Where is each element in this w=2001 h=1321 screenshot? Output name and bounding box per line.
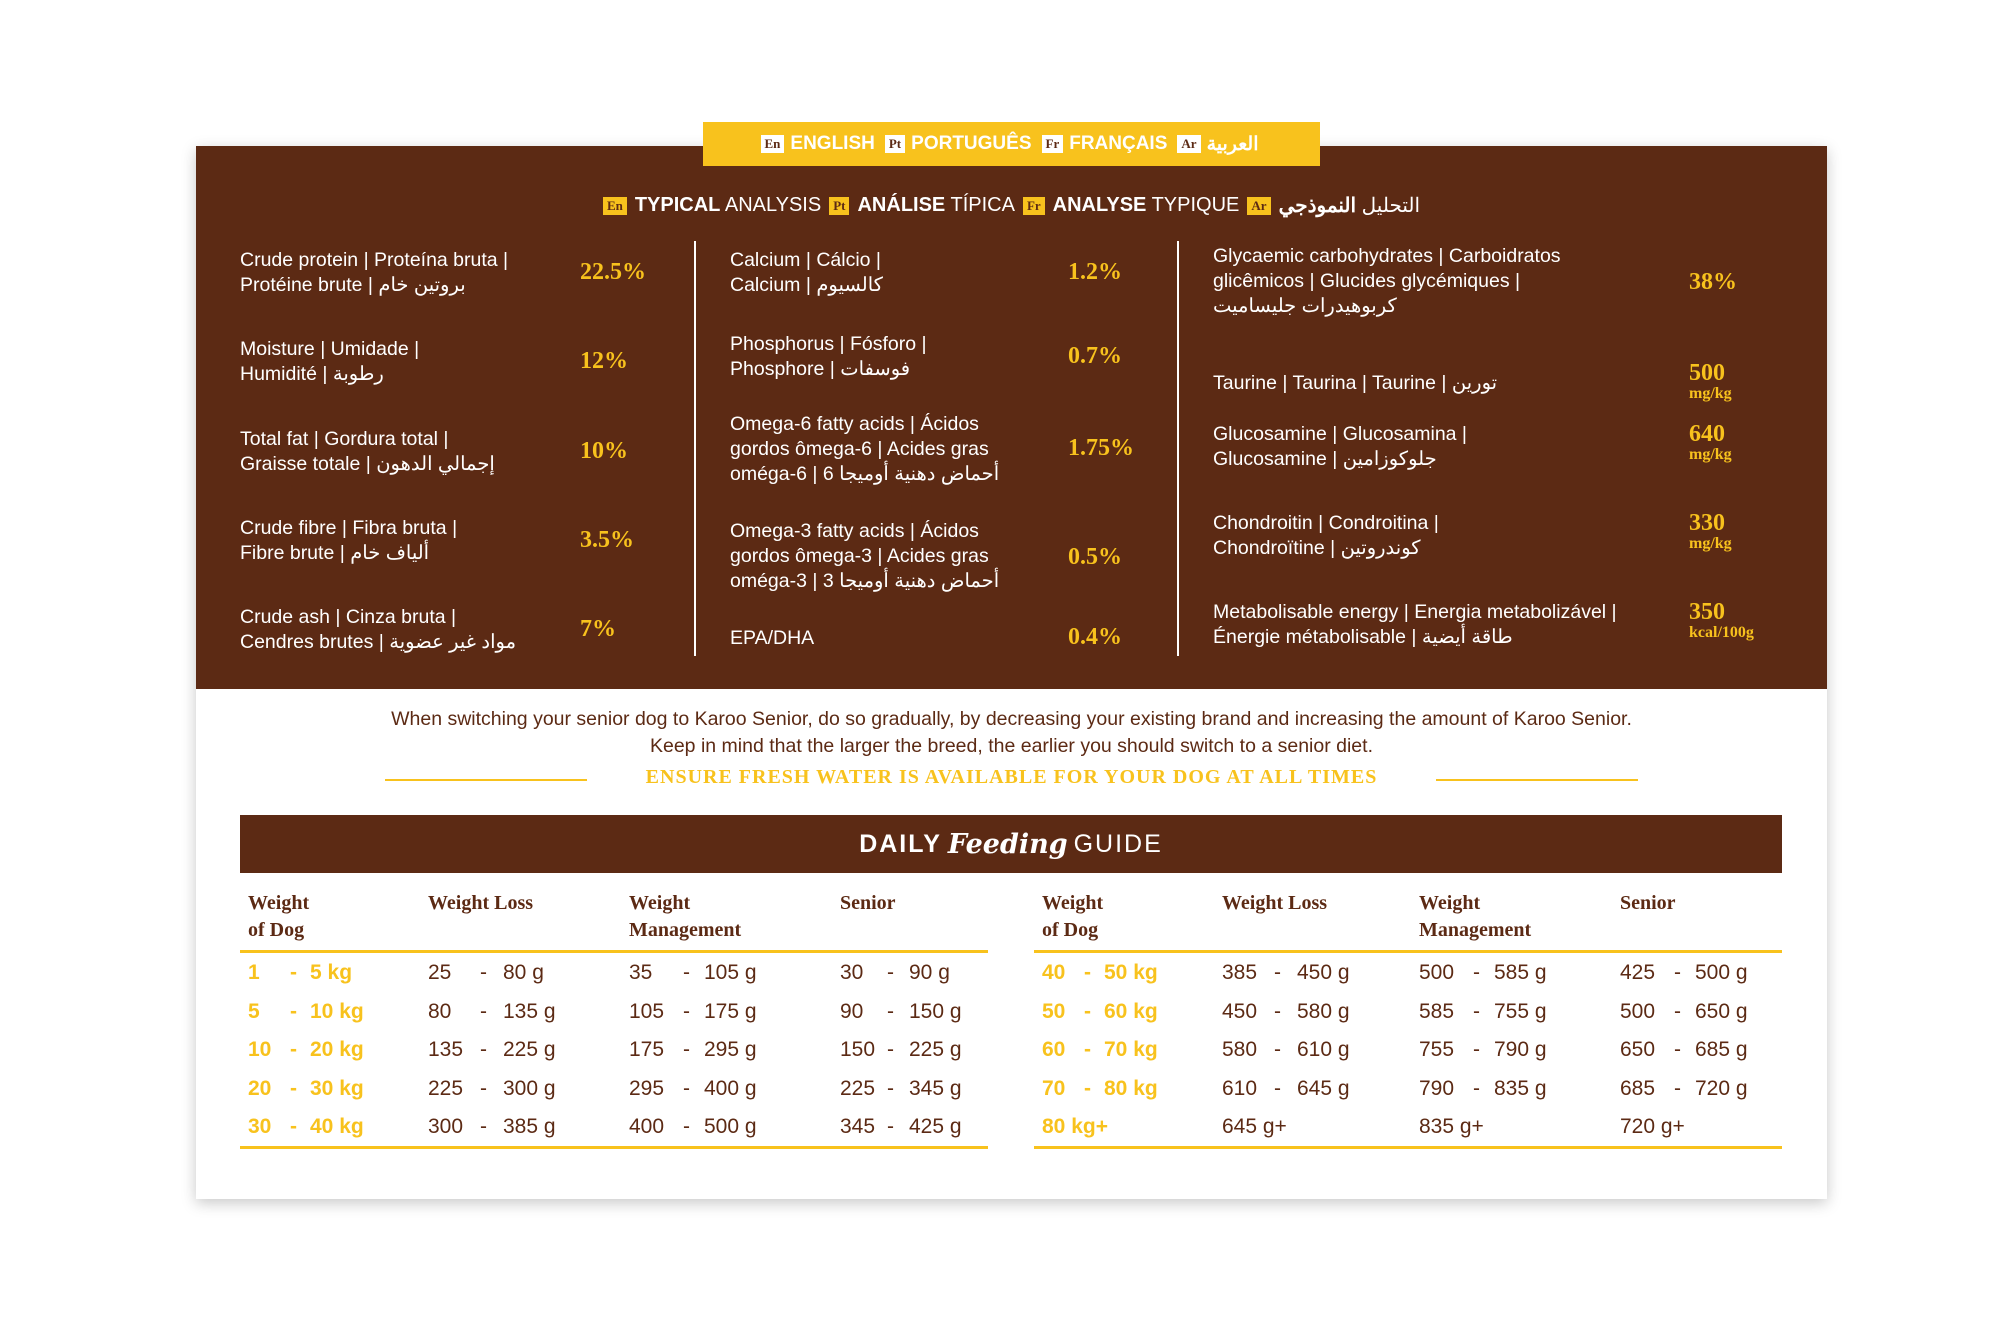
senior-to: 425 g [909,1115,962,1138]
mgmt-to: 835 g [1494,1076,1547,1100]
analysis-row [1213,244,1813,324]
loss-from: 385 [1222,961,1258,984]
mgmt-to: 175 g [704,999,757,1023]
lang-label-en: ENGLISH [790,133,875,154]
column-divider-2 [1177,241,1179,656]
heading-pt-rest: TÍPICA [945,194,1015,216]
mgmt-from: 175 [629,1038,665,1061]
feeding-table-right [1034,886,1782,1149]
mgmt-from: 35 [629,961,653,984]
nutrient-label-line: Taurine | Taurina | Taurine | تورين [1213,372,1498,394]
range-dash: - [290,1038,297,1061]
mgmt-from: 400 [629,1115,665,1138]
heading-code-en: En [603,197,627,215]
heading-fr-bold: ANALYSE [1052,194,1147,216]
loss-from: 610 [1222,1076,1258,1100]
range-dash: - [290,961,297,984]
range-dash: - [1274,999,1281,1023]
nutrient-value: 7% [580,616,616,642]
range-dash: - [480,1038,487,1061]
water-notice-rule-right [1436,779,1638,781]
table-row [240,1030,988,1069]
heading-pt-bold: ANÁLISE [857,194,946,216]
analysis-row [240,516,680,571]
range-dash: - [480,1076,487,1100]
loss-to: 385 g [503,1115,556,1138]
column-divider-1 [694,241,696,656]
nutrient-label-line: gordos ômega-3 | Acides gras [730,545,989,567]
mgmt-to: 400 g [704,1076,757,1100]
nutrient-label [240,337,419,387]
range-dash: - [1473,1076,1480,1100]
mgmt-to: 500 g [704,1115,757,1138]
nutrient-value [1689,270,1737,295]
senior-from: 30 [840,961,864,984]
nutrient-value-number: 500 [1689,360,1725,386]
mgmt-from: 585 [1419,999,1455,1023]
header-weight-management: Weight Management [1419,892,1532,941]
language-tab [703,122,1320,166]
range-dash: - [1674,1038,1681,1061]
table-row [240,992,988,1031]
nutrient-label-line: Phosphore | فوسفات [730,358,911,380]
analysis-heading [196,193,1827,218]
water-notice [385,764,1638,794]
range-dash: - [1274,1076,1281,1100]
nutrient-value-unit: mg/kg [1689,385,1732,402]
range-dash: - [1473,961,1480,984]
weight-from: 80 kg+ [1042,1115,1108,1138]
nutrient-label-line: Fibre brute | ألياف خام [240,542,430,564]
nutrient-label-line: oméga-6 | أحماض دهنية أوميجا 6 [730,463,1000,485]
nutrient-label [240,427,495,477]
analysis-row [240,248,680,303]
nutrient-label-line: Graisse totale | إجمالي الدهون [240,453,495,475]
nutrient-label-line: Metabolisable energy | Energia metabolizável | [1213,601,1617,623]
weight-from: 70 [1042,1076,1066,1100]
nutrient-label-line: Humidité | رطوبة [240,363,384,385]
nutrient-label-line: كربوهيدرات جليساميت [1213,295,1397,317]
nutrient-value: 0.7% [1068,343,1122,369]
weight-from: 60 [1042,1038,1066,1061]
nutrient-value: 12% [580,348,628,374]
header-weight-management: Weight Management [629,892,742,941]
range-dash: - [887,1115,894,1138]
guide-title-part2: GUIDE [1073,829,1163,858]
range-dash: - [683,1076,690,1100]
loss-to: 135 g [503,999,556,1023]
nutrient-label [1213,422,1467,472]
mgmt-to: 790 g [1494,1038,1547,1061]
weight-from: 50 [1042,999,1066,1023]
range-dash: - [683,999,690,1023]
nutrient-value-number: 640 [1689,421,1725,447]
header-weight-loss: Weight Loss [1222,892,1328,914]
lang-code-pt: Pt [885,135,905,153]
senior-to: 225 g [909,1038,962,1061]
nutrient-label [240,248,508,298]
loss-to: 80 g [503,961,544,984]
nutrient-label [730,626,814,651]
lang-code-fr: Fr [1042,135,1064,153]
range-dash: - [290,1076,297,1100]
range-dash: - [290,1115,297,1138]
senior-to: 500 g [1695,961,1748,984]
nutrient-label-line: Chondroitin | Condroitina | [1213,512,1439,534]
range-dash: - [683,1115,690,1138]
lang-label-ar: العربية [1206,133,1259,155]
nutrient-value [1689,361,1732,402]
nutrient-label-line: Glycaemic carbohydrates | Carboidratos [1213,245,1561,267]
nutrient-label-line: glicêmicos | Glucides glycémiques | [1213,270,1521,292]
nutrient-value: 0.4% [1068,624,1122,650]
nutrient-label-line: Crude protein | Proteína bruta | [240,249,509,271]
senior-from: 225 [840,1076,876,1100]
range-dash: - [480,1115,487,1138]
nutrient-value: 0.5% [1068,544,1122,570]
weight-from: 20 [248,1076,272,1100]
table-row [240,1069,988,1108]
water-notice-text: ENSURE FRESH WATER IS AVAILABLE FOR YOUR DOG AT ALL TIMES [645,766,1378,788]
lang-label-pt: PORTUGUÊS [911,133,1032,154]
table-header [1034,886,1782,953]
nutrient-label-line: Chondroïtine | كوندروتين [1213,537,1421,559]
weight-from: 40 [1042,961,1066,984]
nutrient-label-line: Total fat | Gordura total | [240,428,449,450]
nutrient-label [1213,244,1561,319]
nutrient-label-line: Glucosamine | Glucosamina | [1213,423,1467,445]
nutrient-label [240,516,457,566]
mgmt-from: 500 [1419,961,1455,984]
loss-to: 610 g [1297,1038,1350,1061]
analysis-row [240,337,680,392]
weight-to: 40 kg [310,1115,364,1138]
range-dash: - [683,961,690,984]
mgmt-to: 755 g [1494,999,1547,1023]
analysis-row [1213,511,1813,566]
nutrient-label-line: Glucosamine | جلوكوزامين [1213,448,1437,470]
header-senior: Senior [1620,892,1676,914]
loss-from: 80 [428,999,452,1023]
weight-from: 1 [248,961,260,984]
table-row [240,953,988,992]
table-bottom-rule [1034,1146,1782,1149]
mgmt-to: 295 g [704,1038,757,1061]
guide-title-part1: DAILY [859,829,942,858]
heading-fr-rest: TYPIQUE [1146,194,1240,216]
nutrient-value-number: 38% [1689,269,1737,295]
weight-to: 20 kg [310,1038,364,1061]
senior-from: 90 [840,999,864,1023]
heading-code-ar: Ar [1247,197,1270,215]
weight-to: 60 kg [1104,999,1158,1023]
loss-from: 580 [1222,1038,1258,1061]
nutrient-label [730,519,999,594]
weight-to: 10 kg [310,999,364,1023]
lang-code-en: En [761,135,785,153]
nutrient-label [730,412,999,487]
range-dash: - [1674,1076,1681,1100]
senior-to: 720 g [1695,1076,1748,1100]
range-dash: - [1674,961,1681,984]
mgmt-from: 835 g+ [1419,1115,1484,1138]
weight-from: 10 [248,1038,272,1061]
weight-to: 5 kg [310,961,353,984]
heading-code-pt: Pt [829,197,849,215]
nutrient-label [730,248,883,298]
nutrient-value: 22.5% [580,259,646,285]
loss-from: 135 [428,1038,464,1061]
analysis-row [240,427,680,482]
weight-to: 80 kg [1104,1076,1158,1100]
nutrient-value: 3.5% [580,527,634,553]
typical-analysis-panel [196,133,1827,689]
table-row [1034,1069,1782,1108]
loss-to: 645 g [1297,1076,1350,1100]
nutrient-label [1213,511,1439,561]
lang-code-ar: Ar [1177,135,1200,153]
range-dash: - [887,999,894,1023]
loss-to: 300 g [503,1076,556,1100]
header-weight-of-dog: Weight of Dog [248,892,310,941]
range-dash: - [683,1038,690,1061]
loss-from: 300 [428,1115,464,1138]
mgmt-from: 295 [629,1076,665,1100]
product-info-card [196,133,1827,1199]
nutrient-label-line: Crude ash | Cinza bruta | [240,606,457,628]
range-dash: - [887,1076,894,1100]
senior-to: 150 g [909,999,962,1023]
weight-to: 70 kg [1104,1038,1158,1061]
range-dash: - [1274,961,1281,984]
senior-from: 650 [1620,1038,1656,1061]
mgmt-to: 105 g [704,961,757,984]
senior-from: 500 [1620,999,1656,1023]
heading-fr [1053,194,1240,217]
nutrient-label-line: gordos ômega-6 | Acides gras [730,438,989,460]
heading-en-bold: TYPICAL [634,194,721,216]
nutrient-label-line: Protéine brute | بروتين خام [240,274,466,296]
nutrient-label-line: Crude fibre | Fibra bruta | [240,517,458,539]
senior-to: 345 g [909,1076,962,1100]
nutrient-value-unit: mg/kg [1689,446,1732,463]
weight-from: 30 [248,1115,272,1138]
analysis-row [240,605,680,660]
nutrient-label [730,332,927,382]
table-row [1034,953,1782,992]
lang-label-fr: FRANÇAIS [1069,133,1168,154]
nutrient-value-number: 330 [1689,510,1725,536]
senior-from: 345 [840,1115,876,1138]
range-dash: - [1084,1076,1091,1100]
heading-pt [857,194,1014,217]
analysis-row [730,332,1160,387]
nutrient-value-unit: kcal/100g [1689,624,1754,641]
analysis-row [1213,422,1813,477]
senior-to: 90 g [909,961,950,984]
nutrient-value-number: 350 [1689,599,1725,625]
loss-to: 225 g [503,1038,556,1061]
nutrient-label-line: Calcium | كالسيوم [730,274,883,296]
header-weight-of-dog: Weight of Dog [1042,892,1104,941]
range-dash: - [1473,999,1480,1023]
mgmt-from: 105 [629,999,665,1023]
nutrient-label [240,605,516,655]
nutrient-label-line: Énergie métabolisable | طاقة أيضية [1213,626,1513,648]
senior-to: 650 g [1695,999,1748,1023]
range-dash: - [1674,999,1681,1023]
loss-to: 450 g [1297,961,1350,984]
mgmt-from: 790 [1419,1076,1455,1100]
heading-ar-bold: النموذجي [1278,195,1357,217]
loss-from: 450 [1222,999,1258,1023]
loss-from: 645 g+ [1222,1115,1287,1138]
nutrient-value: 1.2% [1068,259,1122,285]
nutrient-value [1689,600,1754,641]
table-row [1034,1107,1782,1146]
heading-ar-rest: التحليل [1356,195,1421,217]
table-row [1034,1030,1782,1069]
feeding-table-left [240,886,988,1149]
nutrient-label [1213,371,1497,396]
table-row [1034,992,1782,1031]
weight-to: 30 kg [310,1076,364,1100]
senior-from: 150 [840,1038,876,1061]
nutrient-label-line: Calcium | Cálcio | [730,249,882,271]
senior-from: 720 g+ [1620,1115,1685,1138]
nutrient-label-line: Cendres brutes | مواد غير عضوية [240,631,517,653]
nutrient-label-line: EPA/DHA [730,627,815,649]
analysis-row [730,519,1160,599]
nutrient-label-line: oméga-3 | أحماض دهنية أوميجا 3 [730,570,1000,592]
analysis-row [730,412,1160,492]
range-dash: - [290,999,297,1023]
table-row [240,1107,988,1146]
heading-en-rest: ANALYSIS [720,194,822,216]
guide-title-script: Feeding [947,828,1068,860]
feeding-guide-title [240,815,1782,873]
range-dash: - [1473,1038,1480,1061]
analysis-row [1213,360,1813,403]
weight-to: 50 kg [1104,961,1158,984]
nutrient-value: 10% [580,438,628,464]
header-senior: Senior [840,892,896,914]
weight-from: 5 [248,999,260,1023]
loss-from: 25 [428,961,452,984]
range-dash: - [1084,1038,1091,1061]
range-dash: - [1084,999,1091,1023]
range-dash: - [1274,1038,1281,1061]
loss-to: 580 g [1297,999,1350,1023]
nutrient-label [1213,600,1617,650]
header-weight-loss: Weight Loss [428,892,534,914]
range-dash: - [480,961,487,984]
analysis-row [730,248,1160,303]
nutrient-value [1689,511,1732,552]
nutrient-value-unit: mg/kg [1689,535,1732,552]
senior-from: 425 [1620,961,1656,984]
range-dash: - [887,1038,894,1061]
nutrient-label-line: Omega-3 fatty acids | Ácidos [730,520,979,542]
range-dash: - [1084,961,1091,984]
senior-from: 685 [1620,1076,1656,1100]
heading-code-fr: Fr [1023,197,1045,215]
analysis-row [730,626,1160,656]
range-dash: - [887,961,894,984]
table-bottom-rule [240,1146,988,1149]
heading-ar [1279,193,1421,218]
mgmt-to: 585 g [1494,961,1547,984]
analysis-row [1213,600,1813,655]
nutrient-label-line: Phosphorus | Fósforo | [730,333,927,355]
switching-instructions: When switching your senior dog to Karoo Senior, do so gradually, by decreasing your existing brand and increasing the amount of Karoo Senior. Keep in mind that the larger the breed, the earlier you should switch to a senior diet. [391,708,1632,757]
nutrient-label-line: Moisture | Umidade | [240,338,420,360]
mgmt-from: 755 [1419,1038,1455,1061]
senior-to: 685 g [1695,1038,1748,1061]
nutrient-label-line: Omega-6 fatty acids | Ácidos [730,413,979,435]
heading-en [635,194,821,217]
loss-from: 225 [428,1076,464,1100]
nutrient-value: 1.75% [1068,435,1134,461]
nutrient-value [1689,422,1732,463]
table-header [240,886,988,953]
range-dash: - [480,999,487,1023]
